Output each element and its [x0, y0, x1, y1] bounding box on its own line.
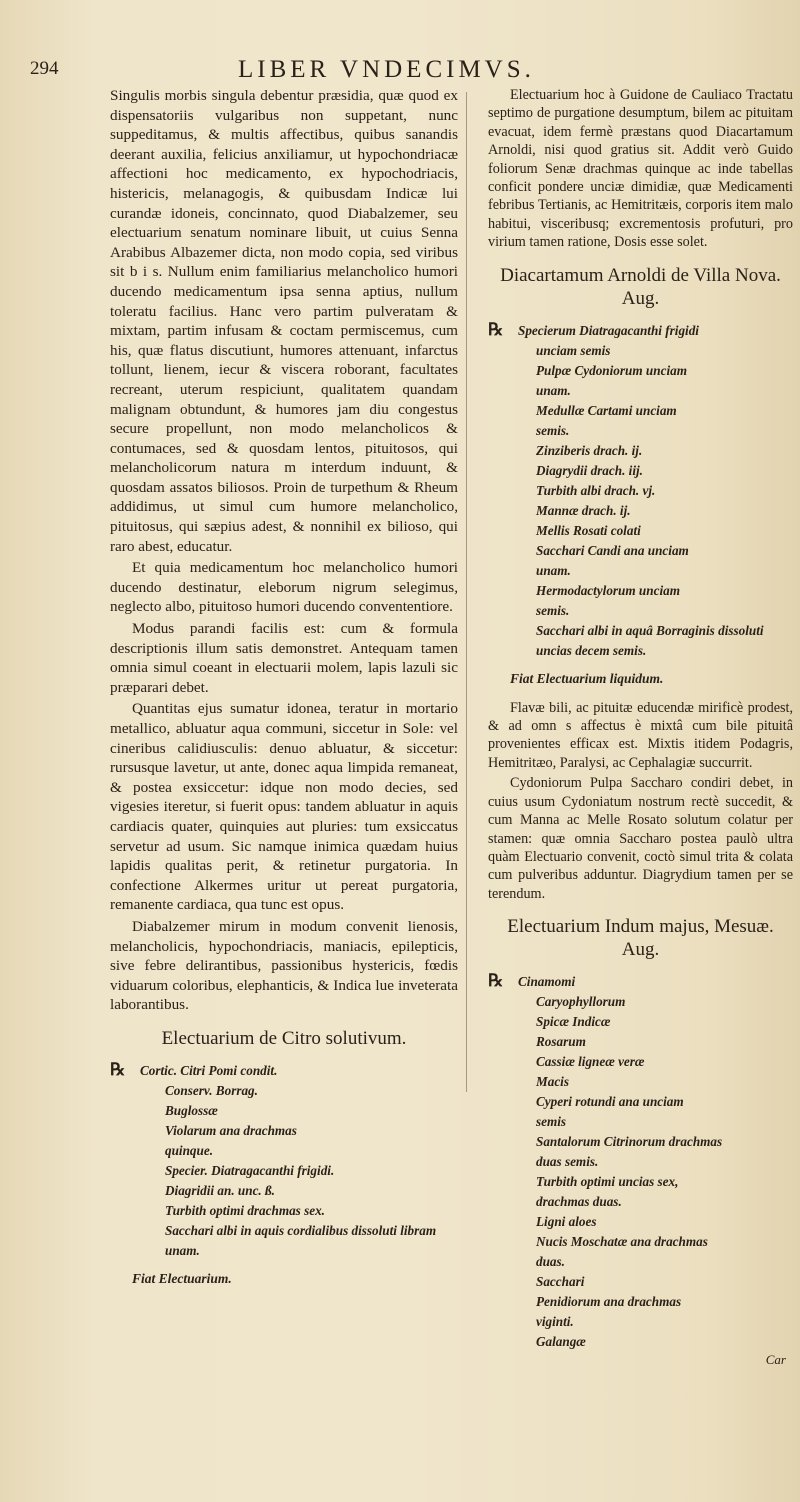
section-heading: Electuarium Indum majus, Mesuæ. Aug.: [507, 916, 774, 961]
ingredient-text: Sacchari albi in aquâ Borraginis dissoluti uncias decem semis.: [536, 622, 764, 658]
recipe-ingredient: [488, 581, 793, 601]
recipe-ingredient: [488, 601, 793, 621]
ingredient-text: viginti.: [536, 1314, 574, 1330]
paragraph: Cydoniorum Pulpa Saccharo condiri debet, in cuius usum Cydoniatum nostrum rectè succedit, & cum Manna ac Melle Rosato solutum colatur per stamen: quæ omnia Saccharo postea paulò ultra quàm Electuario convenit, coctò simul trita & colata cum pulveribus adduntur. Diagrydium tamen per se terendum.: [488, 775, 793, 902]
recipe-symbol: ℞: [488, 319, 504, 339]
recipe-ingredient: [110, 1121, 458, 1141]
paragraph: Quantitas ejus sumatur idonea, teratur in mortario metallico, abluatur aqua communi, siccetur in Sole: vel cineribus calidiusculis: denuo abluatur, & siccetur: rursusque lavetur, ut ante, donec aqua limpida remaneat, & postea exsiccetur: idque non modo decies, sed vigesies iteretur, si fuerit opus: tandem abluatur in aquis cardiacis quater, quinquies aut pluries: tum exsiccatus servetur ad usum. Sic namque inimica quædam huius lapidis qualitas perit, & retinetur purgatoria. In confectione Alkermes uritur ut pereat purgatoria, remanente cardiaca, qua tunc est opus.: [110, 700, 458, 914]
recipe-ingredient: [110, 1221, 458, 1261]
ingredient-text: quinque.: [165, 1142, 214, 1158]
recipe-ingredient: [488, 1272, 793, 1292]
recipe-ingredient: [488, 361, 793, 381]
ingredient-text: Mellis Rosati colati: [536, 522, 641, 538]
ingredient-text: Nucis Moschatæ ana drachmas: [536, 1234, 708, 1250]
paragraph: Flavæ bili, ac pituitæ educendæ mirificè prodest, & ad omn s affectus è mixtâ cum bile pituitâ provenientes efficax est. Mixtis itidem Podagris, Hemitritæo, Paralysi, ac Cephalagiæ succurrit.: [488, 699, 793, 771]
recipe-ingredient: [488, 1112, 793, 1132]
ingredient-text: Turbith optimi uncias sex,: [536, 1174, 679, 1190]
recipe-ingredient: [488, 1332, 793, 1352]
ingredient-text: Sacchari albi in aquis cordialibus dissoluti libram unam.: [165, 1222, 437, 1258]
ingredient-text: Turbith albi drach. vj.: [536, 482, 656, 498]
recipe-ingredient: [110, 1101, 458, 1121]
ingredient-text: Medullæ Cartami unciam: [536, 402, 677, 418]
recipe-ingredient: [488, 481, 793, 501]
ingredient-text: Galangæ: [536, 1334, 586, 1350]
recipe-ingredient: [488, 1292, 793, 1312]
recipe-ingredient: [488, 621, 793, 661]
recipe-ingredient: [488, 1092, 793, 1112]
section-heading: Diacartamum Arnoldi de Villa Nova. Aug.: [500, 264, 781, 309]
ingredient-text: Macis: [536, 1074, 569, 1090]
paragraph: Modus parandi facilis est: cum & formula descriptionis illum satis demonstret. Antequam tamen omnia simul coeant in electuarii molem, lapis lazuli sic præparari debet.: [110, 620, 458, 696]
ingredient-text: unciam semis: [536, 342, 611, 358]
ingredient-text: Buglossæ: [165, 1102, 218, 1118]
page-header: [30, 56, 780, 86]
recipe-ingredient: [110, 1201, 458, 1221]
catchword: Car: [765, 1352, 786, 1367]
paragraph: Electuarium hoc à Guidone de Cauliaco Tractatu septimo de purgatione desumptum, bilem ac pituitam evacuat, idem fermè præstans quod Diacartamum Arnoldi, nisi quod gratius sit. Addit verò Guido foliorum Senæ drachmas quinque ac inde tabellas conficit pondere unciæ dimidiæ, quæ Medicamenti febribus Tertianis, ac Hemitritæis, corporis item malo habitui, visceribusq; excrementosis profuturi, pro virium tamen ratione, Dosis esse solet.: [488, 87, 793, 251]
ingredient-text: Caryophyllorum: [536, 994, 626, 1010]
section-heading: Electuarium de Citro solutivum.: [161, 1027, 407, 1049]
recipe-ingredient: [488, 1152, 793, 1172]
ingredient-text: Mannæ drach. ij.: [536, 502, 631, 518]
ingredient-text: duas.: [536, 1254, 565, 1270]
recipe-list: [110, 1060, 458, 1261]
ingredient-text: semis.: [536, 602, 570, 618]
ingredient-text: Zinziberis drach. ij.: [536, 442, 643, 458]
recipe-ingredient: [488, 541, 793, 561]
left-column: [110, 86, 458, 1289]
ingredient-text: Cinamomi: [518, 974, 576, 990]
recipe-list: [488, 971, 793, 1352]
recipe-ingredient: [110, 1060, 458, 1081]
recipe-ingredient: [488, 381, 793, 401]
right-column: [488, 86, 793, 1360]
running-title: LIBER VNDECIMVS.: [238, 56, 535, 83]
ingredient-text: Cassiæ ligneæ veræ: [536, 1054, 645, 1070]
ingredient-text: Pulpæ Cydoniorum unciam: [536, 362, 687, 378]
recipe-symbol: ℞: [488, 971, 504, 991]
ingredient-text: duas semis.: [536, 1154, 599, 1170]
recipe-ingredient: [110, 1081, 458, 1101]
ingredient-text: Conserv. Borrag.: [165, 1082, 258, 1098]
recipe-ingredient: [488, 1252, 793, 1272]
page-number: 294: [30, 58, 59, 79]
recipe-ingredient: [488, 441, 793, 461]
recipe-symbol: ℞: [110, 1059, 126, 1079]
paragraph: Singulis morbis singula debentur præsidia, quæ quod ex dispensatoriis vulgaribus non suppetant, nunc suppeditamus, & multis affectibus, quibus sanandis deerant auxilia, felicius anxiliamur, ut hypochondriacæ affectioni hoc medicamento, ex hypochodriacis, histericis, melanagogis, & quibusdam Indicæ lui curandæ idoneis, concinnato, quod Diabalzemer, seu electuarium senatum nominare libuit, ut cuius Senna Arabibus Albazemer dicta, non modo copia, sed viribus sit b i s. Nullum enim familiarius melancholico humori ducendo medicamentum ipsa senna aptius, nullum toleratu facilius. Hanc vero partim pulveratam & mixtam, partim infusam & coctam permiscemus, cum his, quæ flatus discutiunt, humores attenuant, infarctus tollunt, lienem, iecur & viscera roborant, facultates recreant, uterum respiciunt, qualitatem quandam malignam obtundunt, & humores jam diu congestus secure propellunt, non modo melancholicos & contumaces, sed & quosdam lentos, pituitosos, qui melancholicorum natura m interdum induunt, & quosdam assatos biliosos. Proin de turpethum & Rheum addidimus, ut simul cum humore melancholico, pituitosus, qui sæpius adest, & nonnihil ex bilioso, qui raro abest, educatur.: [110, 87, 458, 555]
ingredient-text: Violarum ana drachmas: [165, 1122, 297, 1138]
recipe-ingredient: [488, 501, 793, 521]
ingredient-text: Sacchari: [536, 1274, 585, 1290]
ingredient-text: unam.: [536, 382, 571, 398]
recipe-ingredient: [488, 341, 793, 361]
recipe-ingredient: [488, 1192, 793, 1212]
ingredient-text: Cortic. Citri Pomi condit.: [140, 1062, 278, 1078]
ingredient-text: Hermodactylorum unciam: [536, 582, 680, 598]
ingredient-text: Diagridii an. unc. ß.: [165, 1182, 275, 1198]
recipe-ingredient: [488, 320, 793, 341]
recipe-ingredient: [488, 521, 793, 541]
ingredient-text: Cyperi rotundi ana unciam: [536, 1094, 684, 1110]
recipe-ingredient: [488, 401, 793, 421]
recipe-ingredient: [488, 992, 793, 1012]
column-divider: [466, 92, 467, 1092]
recipe-ingredient: [110, 1181, 458, 1201]
paragraph: Diabalzemer mirum in modum convenit lienosis, melancholicis, hypochondriacis, maniacis, epilepticis, sive febre delirantibus, passionibus hystericis, fœdis viduarum coloribus, elephanticis, & Indica lue inveterata laborantibus.: [110, 917, 458, 1014]
ingredient-text: semis: [536, 1114, 567, 1130]
ingredient-text: Ligni aloes: [536, 1214, 597, 1230]
ingredient-text: Rosarum: [536, 1034, 586, 1050]
recipe-ingredient: [110, 1161, 458, 1181]
ingredient-text: Santalorum Citrinorum drachmas: [536, 1134, 723, 1150]
recipe-ingredient: [488, 1232, 793, 1252]
recipe-ingredient: [488, 971, 793, 992]
ingredient-text: semis.: [536, 422, 570, 438]
recipe-list: [488, 320, 793, 661]
ingredient-text: Specierum Diatragacanthi frigidi: [518, 322, 699, 338]
recipe-ingredient: [488, 1012, 793, 1032]
paragraph: Et quia medicamentum hoc melancholico humori ducendo destinatur, eleborum nigrum selegimus, neglecto albo, pituitoso humori ducendo convententiore.: [110, 559, 458, 616]
recipe-ingredient: [488, 1132, 793, 1152]
recipe-ingredient: [488, 1172, 793, 1192]
recipe-ingredient: [488, 1212, 793, 1232]
ingredient-text: Spicæ Indicæ: [536, 1014, 611, 1030]
ingredient-text: Turbith optimi drachmas sex.: [165, 1202, 325, 1218]
recipe-ingredient: [488, 1072, 793, 1092]
recipe-ingredient: [488, 561, 793, 581]
recipe-ingredient: [488, 1312, 793, 1332]
recipe-ingredient: [488, 461, 793, 481]
ingredient-text: Specier. Diatragacanthi frigidi.: [165, 1162, 335, 1178]
recipe-ingredient: [488, 1032, 793, 1052]
ingredient-text: Diagrydii drach. iij.: [536, 462, 643, 478]
ingredient-text: Sacchari Candi ana unciam: [536, 542, 689, 558]
recipe-ingredient: [488, 1052, 793, 1072]
recipe-fiat: Fiat Electuarium.: [132, 1270, 232, 1286]
ingredient-text: unam.: [536, 562, 571, 578]
ingredient-text: Penidiorum ana drachmas: [536, 1294, 682, 1310]
recipe-ingredient: [488, 421, 793, 441]
recipe-ingredient: [110, 1141, 458, 1161]
ingredient-text: drachmas duas.: [536, 1194, 622, 1210]
recipe-fiat: Fiat Electuarium liquidum.: [510, 670, 664, 686]
